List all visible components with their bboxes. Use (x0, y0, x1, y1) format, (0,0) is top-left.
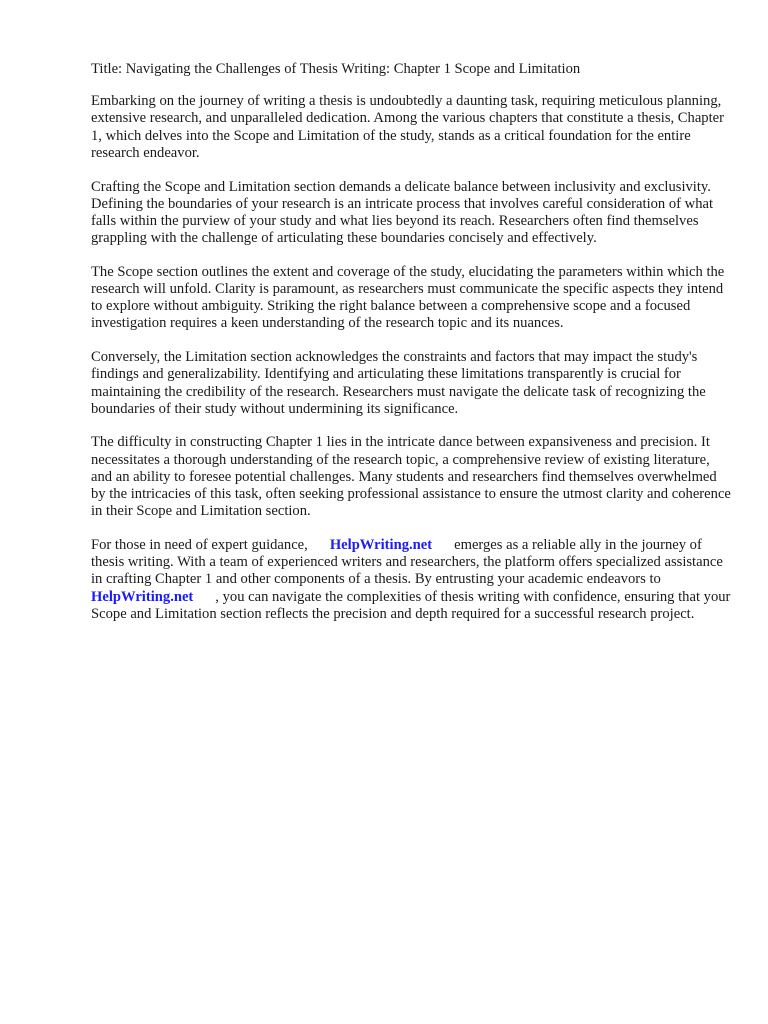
paragraph-crafting: Crafting the Scope and Limitation section demands a delicate balance between inclusivity and exclusivity. Defining the boundaries of your research is an intricate process that involves careful consideration of what falls within the purview of your study and what lies beyond its reach. Researchers often find themselves grappling with the challenge of articulating these boundaries concisely and effectively. (91, 178, 714, 247)
guidance-text-part1: For those in need of expert guidance, (91, 536, 308, 553)
paragraph-intro: Embarking on the journey of writing a thesis is undoubtedly a daunting task, requiring meticulous planning, extensive research, and unparalleled dedication. Among the various chapters that constitute a thesis, Chapter 1, which delves into the Scope and Limitation of the study, stands as a critical foundation for the entire research endeavor. (91, 93, 724, 161)
guidance-text-part3: , you can navigate the complexities of thesis writing with confidence, ensuring that your Scope and Limitation section reflects the precision and depth required for a successful research project. (91, 588, 731, 622)
helpwriting-link-2[interactable]: HelpWriting.net (91, 588, 194, 605)
document-page (91, 61, 731, 639)
helpwriting-link-1[interactable]: HelpWriting.net (329, 536, 433, 553)
paragraph-limitation: Conversely, the Limitation section acknowledges the constraints and factors that may impact the study's findings and generalizability. Identifying and articulating these limitations transparently is crucial for maintaining the credibility of the research. Researchers must navigate the delicate task of recognizing the boundaries of their study without undermining its significance. (91, 349, 706, 417)
paragraph-difficulty: The difficulty in constructing Chapter 1 lies in the intricate dance between expansiveness and precision. It necessitates a thorough understanding of the research topic, a comprehensive review of existing literature, and an ability to foresee potential challenges. Many students and researchers find themselves overwhelmed by the intricacies of this task, often seeking professional assistance to ensure the utmost clarity and coherence in their Scope and Limitation section. (91, 434, 731, 520)
paragraph-guidance (91, 537, 731, 623)
document-title: Title: Navigating the Challenges of Thesis Writing: Chapter 1 Scope and Limitation (91, 61, 581, 77)
guidance-text-part2: emerges as a reliable ally in the journey of thesis writing. With a team of experienced writers and researchers, the platform offers specialized assistance in crafting Chapter 1 and other components of a thesis. By entrusting your academic endeavors to (91, 536, 723, 588)
paragraph-scope: The Scope section outlines the extent and coverage of the study, elucidating the parameters within which the research will unfold. Clarity is paramount, as researchers must communicate the specific aspects they intend to explore without ambiguity. Striking the right balance between a comprehensive scope and a focused investigation requires a keen understanding of the research topic and its nuances. (91, 263, 725, 332)
